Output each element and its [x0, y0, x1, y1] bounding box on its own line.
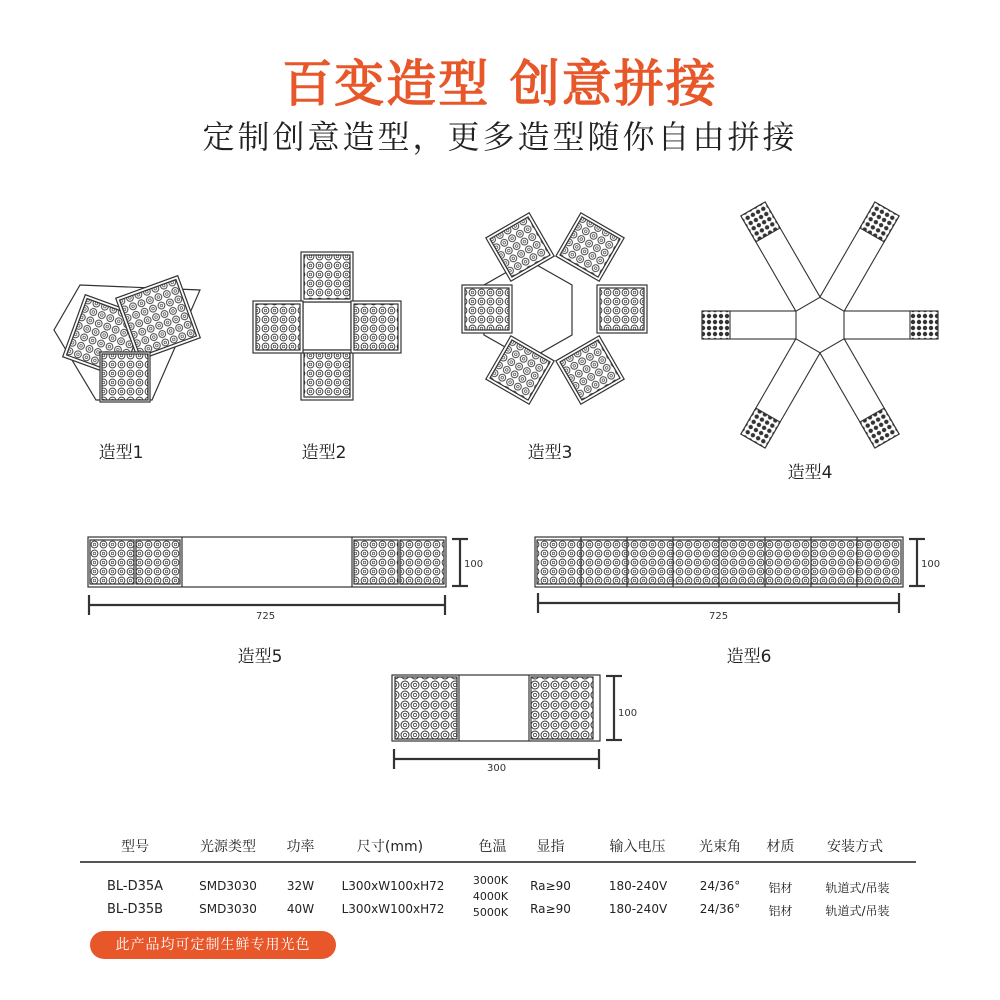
shape-6-caption: 造型6 [726, 647, 772, 667]
shape-5-height-label: 100 [464, 559, 484, 570]
shape-7-height-label: 100 [618, 708, 638, 719]
color-temp-4000k: 4000K [472, 890, 509, 903]
header-light-source: 光源类型 [200, 839, 256, 855]
shape-6-figure [535, 537, 925, 613]
header-cri: 显指 [536, 839, 565, 855]
shape-4-caption: 造型4 [787, 463, 833, 483]
headline: 百变造型 创意拼接 [282, 55, 718, 113]
row-1-mount: 轨道式/吊装 [825, 881, 890, 895]
shape-6-length-label: 725 [709, 611, 729, 622]
shape-2-caption: 造型2 [301, 443, 347, 463]
row-1-model: BL-D35A [106, 879, 164, 894]
header-size: 尺寸(mm) [356, 839, 424, 855]
row-2-voltage: 180-240V [608, 902, 668, 916]
row-2-mount: 轨道式/吊装 [825, 904, 890, 918]
header-material: 材质 [766, 839, 795, 855]
shape-1-caption: 造型1 [98, 443, 144, 463]
row-1-size: L300xW100xH72 [341, 879, 445, 893]
header-beam-angle: 光束角 [699, 839, 741, 855]
color-temp-3000k: 3000K [472, 874, 509, 887]
header-model: 型号 [121, 839, 149, 855]
subline: 定制创意造型，更多造型随你自由拼接 [202, 118, 798, 156]
row-2-model: BL-D35B [106, 902, 164, 917]
shape-5-caption: 造型5 [237, 647, 283, 667]
shape-5-figure [88, 537, 468, 615]
shape-3-figure [462, 213, 647, 404]
shape-1-figure [54, 276, 200, 402]
shape-4-figure [702, 202, 938, 448]
row-1-power: 32W [286, 879, 315, 893]
header-mount: 安装方式 [827, 839, 883, 855]
shape-6-height-label: 100 [921, 559, 941, 570]
table-header-rule [80, 861, 916, 863]
shape-7-length-label: 300 [487, 763, 507, 774]
row-1-light-source: SMD3030 [199, 879, 257, 893]
shape-2-figure [253, 252, 401, 400]
row-2-power: 40W [286, 902, 315, 916]
row-2-material: 铝材 [768, 904, 793, 918]
row-1-voltage: 180-240V [608, 879, 668, 893]
shape-7-figure [392, 675, 622, 769]
row-1-beam-angle: 24/36° [699, 879, 741, 893]
row-2-beam-angle: 24/36° [699, 902, 741, 916]
row-2-cri: Ra≥90 [530, 902, 571, 916]
header-color-temp: 色温 [478, 839, 507, 855]
custom-color-note: 此产品均可定制生鲜专用光色 [90, 931, 336, 959]
row-2-light-source: SMD3030 [199, 902, 257, 916]
row-1-cri: Ra≥90 [530, 879, 571, 893]
shape-5-length-label: 725 [256, 611, 276, 622]
header-power: 功率 [286, 839, 315, 855]
shape-3-caption: 造型3 [527, 443, 573, 463]
row-1-material: 铝材 [768, 881, 793, 895]
color-temp-5000k: 5000K [472, 906, 509, 919]
header-voltage: 输入电压 [609, 839, 666, 855]
row-2-size: L300xW100xH72 [341, 902, 445, 916]
